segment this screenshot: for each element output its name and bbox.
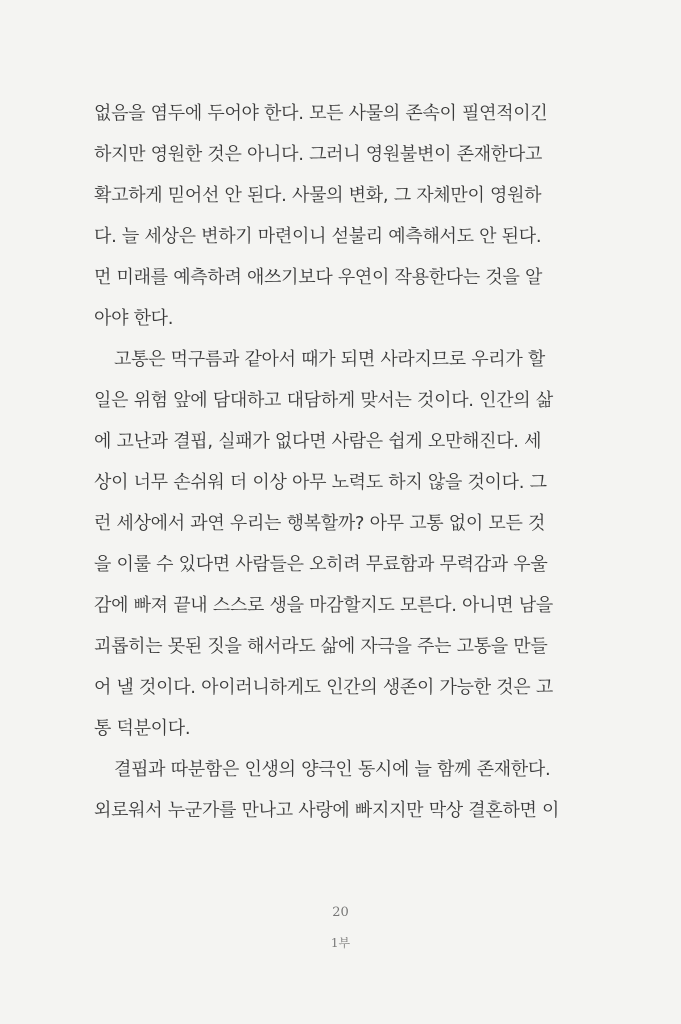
paragraph-first-line: 결핍과 따분함은 인생의 양극인 동시에 늘 함께 존재한다. — [114, 759, 551, 780]
body-text — [94, 93, 564, 831]
text-line: 상이 너무 손쉬워 더 이상 아무 노력도 하지 않을 것이다. 그 — [94, 472, 547, 493]
running-head: 1부 — [330, 936, 351, 950]
text-line: 통 덕분이다. — [94, 718, 191, 739]
text-line: 외로워서 누군가를 만나고 사랑에 빠지지만 막상 결혼하면 이 — [94, 800, 560, 821]
text-line: 확고하게 믿어선 안 된다. 사물의 변화, 그 자체만이 영원하 — [94, 185, 542, 206]
page-number: 20 — [332, 905, 349, 920]
text-line: 을 이룰 수 있다면 사람들은 오히려 무료함과 무력감과 우울 — [94, 554, 548, 575]
text-line: 먼 미래를 예측하려 애쓰기보다 우연이 작용한다는 것을 알 — [94, 267, 543, 288]
text-line: 어 낼 것이다. 아이러니하게도 인간의 생존이 가능한 것은 고 — [94, 677, 553, 698]
paragraph-first-line: 고통은 먹구름과 같아서 때가 되면 사라지므로 우리가 할 — [114, 349, 545, 370]
text-line: 다. 늘 세상은 변하기 마련이니 섣불리 예측해서도 안 된다. — [94, 226, 542, 247]
text-line: 런 세상에서 과연 우리는 행복할까? 아무 고통 없이 모든 것 — [94, 513, 546, 534]
text-line: 아야 한다. — [94, 308, 174, 329]
text-line: 하지만 영원한 것은 아니다. 그러니 영원불변이 존재한다고 — [94, 144, 543, 165]
text-line: 일은 위험 앞에 담대하고 대담하게 맞서는 것이다. 인간의 삶 — [94, 390, 553, 411]
text-line: 없음을 염두에 두어야 한다. 모든 사물의 존속이 필연적이긴 — [94, 103, 548, 124]
text-line: 괴롭히는 못된 짓을 해서라도 삶에 자극을 주는 고통을 만들 — [94, 636, 548, 657]
text-line: 감에 빠져 끝내 스스로 생을 마감할지도 모른다. 아니면 남을 — [94, 595, 553, 616]
text-line: 에 고난과 결핍, 실패가 없다면 사람은 쉽게 오만해진다. 세 — [94, 431, 542, 452]
